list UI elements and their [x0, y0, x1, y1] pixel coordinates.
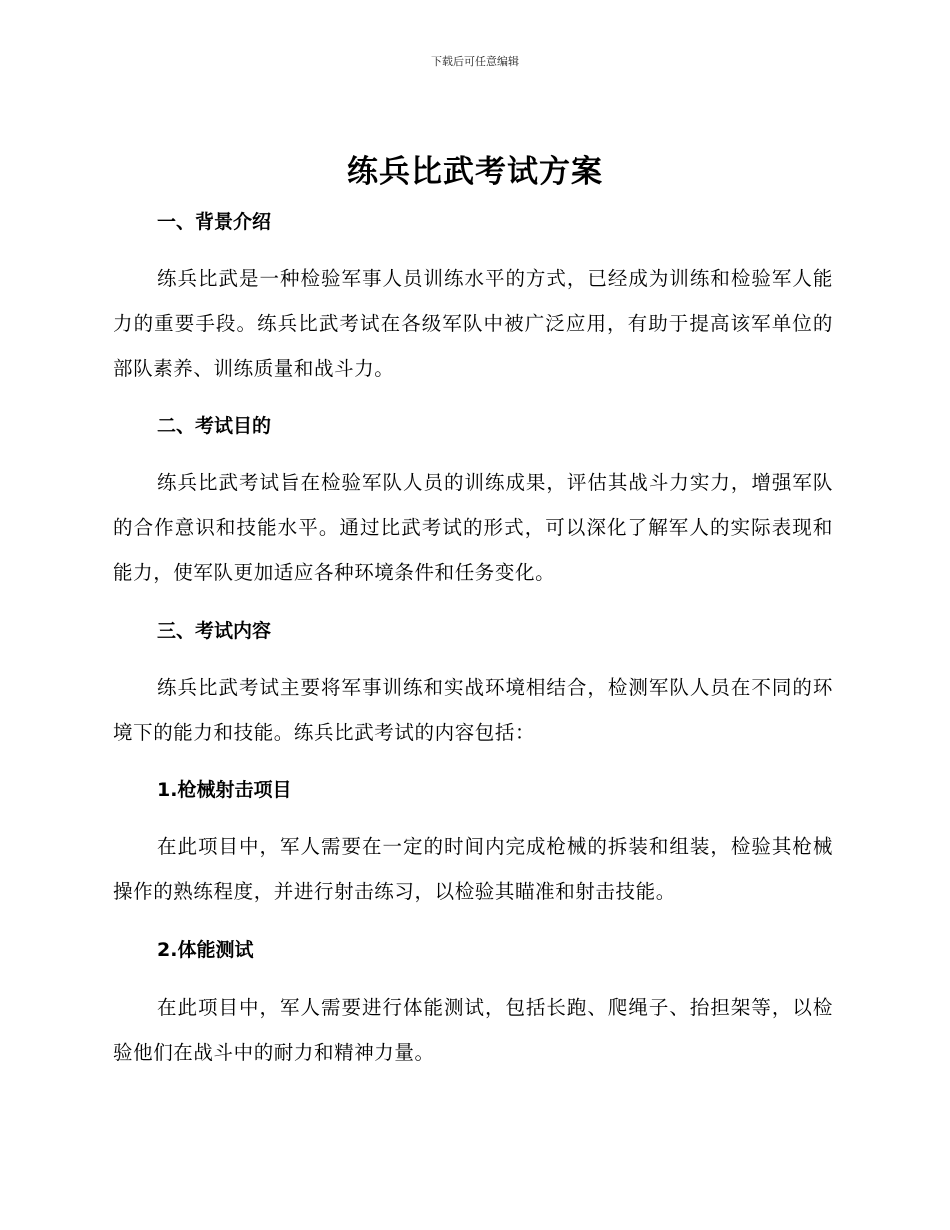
- header-note: 下载后可任意编辑: [431, 55, 519, 68]
- document-title: 练兵比武考试方案: [347, 154, 603, 190]
- section-heading-background: 一、背景介绍: [157, 211, 272, 233]
- subsection-heading-firearms: 1.枪械射击项目: [157, 779, 292, 801]
- section-heading-purpose: 二、考试目的: [157, 415, 272, 437]
- section-paragraph-background: 练兵比武是一种检验军事人员训练水平的方式，已经成为训练和检验军人能力的重要手段。练兵比武考试在各级军队中被广泛应用，有助于提高该军单位的部队素养、训练质量和战斗力。: [113, 267, 833, 380]
- subsection-paragraph-fitness: 在此项目中，军人需要进行体能测试，包括长跑、爬绳子、抬担架等，以检验他们在战斗中的耐力和精神力量。: [113, 996, 833, 1064]
- section-paragraph-content: 练兵比武考试主要将军事训练和实战环境相结合，检测军队人员在不同的环境下的能力和技能。练兵比武考试的内容包括：: [113, 676, 833, 744]
- section-paragraph-purpose: 练兵比武考试旨在检验军队人员的训练成果，评估其战斗力实力，增强军队的合作意识和技能水平。通过比武考试的形式，可以深化了解军人的实际表现和能力，使军队更加适应各种环境条件和任务变化。: [113, 471, 833, 584]
- section-heading-content: 三、考试内容: [157, 620, 272, 642]
- subsection-paragraph-firearms: 在此项目中，军人需要在一定的时间内完成枪械的拆装和组装，检验其枪械操作的熟练程度，并进行射击练习，以检验其瞄准和射击技能。: [113, 835, 833, 903]
- subsection-heading-fitness: 2.体能测试: [157, 939, 254, 961]
